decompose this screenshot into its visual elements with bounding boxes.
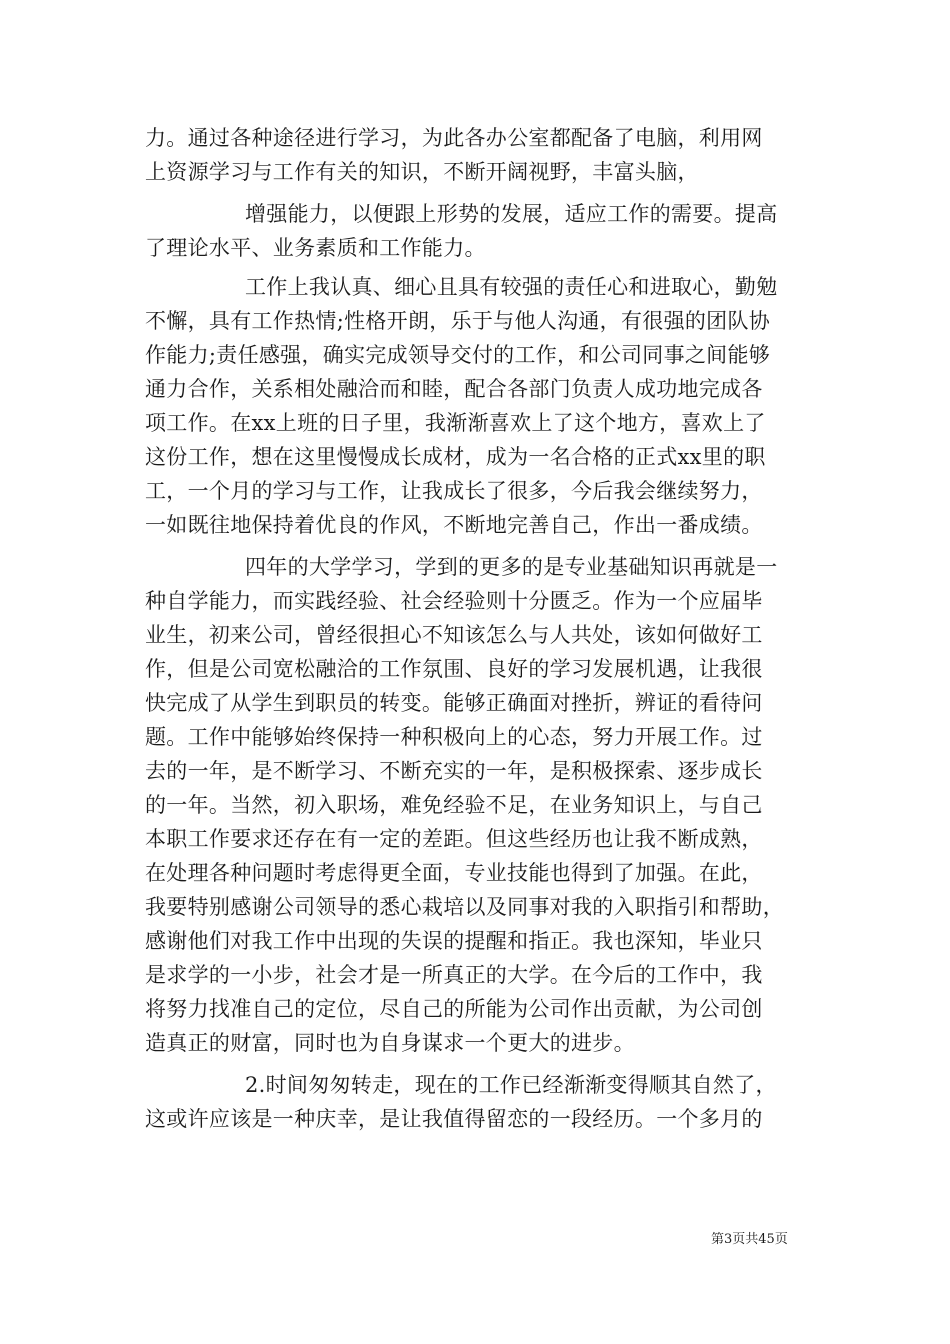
text-line: 工，一个月的学习与工作，让我成长了很多，今后我会继续努力， [145, 479, 763, 503]
text-line: 快完成了从学生到职员的转变。能够正确面对挫折，辨证的看待问 [145, 691, 763, 715]
text-line: 本职工作要求还存在有一定的差距。但这些经历也让我不断成熟， [145, 827, 763, 851]
text-line: 题。工作中能够始终保持一种积极向上的心态，努力开展工作。过 [145, 725, 763, 749]
text-line: 四年的大学学习，学到的更多的是专业基础知识再就是一 [245, 555, 778, 579]
text-line: 作，但是公司宽松融洽的工作氛围、良好的学习发展机遇，让我很 [145, 657, 763, 681]
text-line: 上资源学习与工作有关的知识，不断开阔视野，丰富头脑， [145, 160, 699, 184]
page-number-footer: 第3页共45页 [711, 1232, 788, 1247]
text-line: 将努力找准自己的定位，尽自己的所能为公司作出贡献，为公司创 [145, 997, 763, 1021]
text-line: 工作上我认真、细心且具有较强的责任心和进取心，勤勉 [245, 275, 778, 299]
text-line: 增强能力，以便跟上形势的发展，适应工作的需要。提高 [245, 202, 778, 226]
text-line: 这份工作，想在这里慢慢成长成材，成为一名合格的正式xx里的职 [145, 445, 766, 469]
text-line: 感谢他们对我工作中出现的失误的提醒和指正。我也深知，毕业只 [145, 929, 763, 953]
text-line: 种自学能力，而实践经验、社会经验则十分匮乏。作为一个应届毕 [145, 589, 763, 613]
text-line: 造真正的财富，同时也为自身谋求一个更大的进步。 [145, 1031, 635, 1055]
text-line: 在处理各种问题时考虑得更全面，专业技能也得到了加强。在此， [145, 861, 763, 885]
text-line: 我要特别感谢公司领导的悉心栽培以及同事对我的入职指引和帮助， [145, 895, 784, 919]
text-line: 不懈，具有工作热情;性格开朗，乐于与他人沟通，有很强的团队协 [145, 309, 771, 333]
text-line: 一如既往地保持着优良的作风，不断地完善自己，作出一番成绩。 [145, 513, 763, 537]
text-line: 力。通过各种途径进行学习，为此各办公室都配备了电脑，利用网 [145, 126, 763, 150]
text-line: 是求学的一小步，社会才是一所真正的大学。在今后的工作中，我 [145, 963, 763, 987]
text-line: 作能力;责任感强，确实完成领导交付的工作，和公司同事之间能够 [145, 343, 771, 367]
text-line: 这或许应该是一种庆幸，是让我值得留恋的一段经历。一个多月的 [145, 1107, 763, 1131]
text-line: 了理论水平、业务素质和工作能力。 [145, 236, 486, 260]
text-line: 业生，初来公司，曾经很担心不知该怎么与人共处，该如何做好工 [145, 623, 763, 647]
text-line: 项工作。在xx上班的日子里，我渐渐喜欢上了这个地方，喜欢上了 [145, 411, 766, 435]
text-line: 2.时间匆匆转走，现在的工作已经渐渐变得顺其自然了， [245, 1073, 777, 1097]
text-line: 通力合作，关系相处融洽而和睦，配合各部门负责人成功地完成各 [145, 377, 763, 401]
text-line: 去的一年，是不断学习、不断充实的一年，是积极探索、逐步成长 [145, 759, 763, 783]
text-line: 的一年。当然，初入职场，难免经验不足，在业务知识上，与自己 [145, 793, 763, 817]
